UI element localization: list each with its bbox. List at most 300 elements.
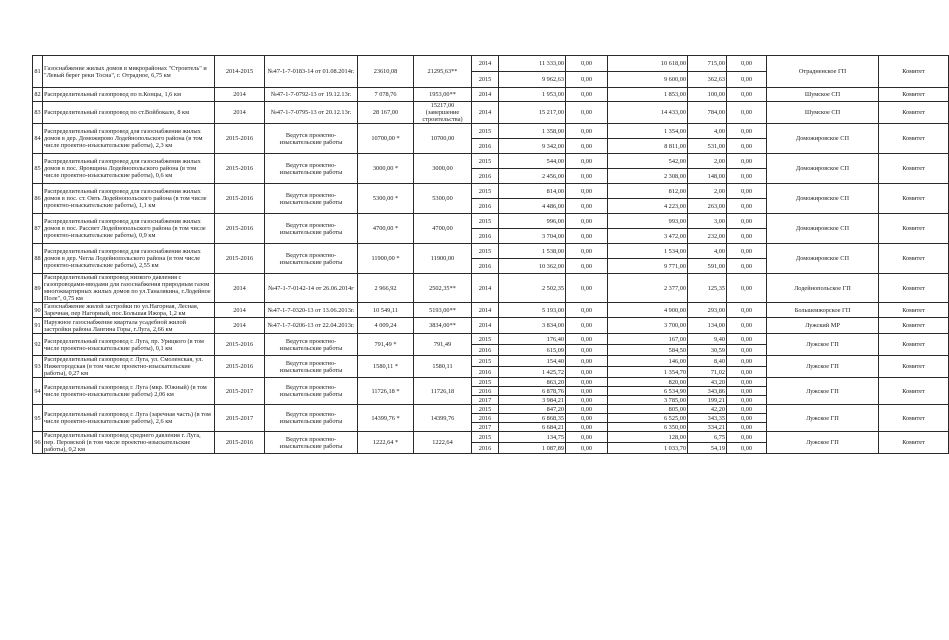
year-total-cell: 3 834,00	[499, 318, 566, 334]
year-total-cell: 15 217,00	[499, 102, 566, 124]
local-budget-cell: 343,86	[688, 387, 727, 396]
other-sources-cell: 0,00	[727, 199, 767, 214]
period-cell: 2015-2016	[215, 154, 265, 184]
object-name-cell: Газоснабжение жилых домов в микрорайонах "Строитель" и "Левый берег реки Тосна", г. Отрадное, 6,75 км	[43, 56, 215, 88]
year-total-cell: 814,00	[499, 184, 566, 199]
estimated-cost-cell: 11726,18 *	[358, 378, 414, 405]
regional-budget-cell: 993,00	[608, 214, 688, 229]
year-cell: 2015	[472, 244, 499, 259]
local-budget-cell: 43,20	[688, 378, 727, 387]
year-cell: 2016	[472, 367, 499, 378]
federal-budget-cell: 0,00	[566, 169, 608, 184]
table-row	[33, 356, 949, 367]
year-total-cell: 9 962,63	[499, 72, 566, 88]
customer-cell: Комитет	[879, 334, 949, 356]
other-sources-cell: 0,00	[727, 244, 767, 259]
customer-cell: Комитет	[879, 303, 949, 318]
period-cell: 2015-2016	[215, 244, 265, 274]
program-total-cell: 5193,00**	[414, 303, 472, 318]
regional-budget-cell: 820,00	[608, 378, 688, 387]
row-number-cell: 82	[33, 88, 43, 102]
federal-budget-cell: 0,00	[566, 387, 608, 396]
year-total-cell: 11 333,00	[499, 56, 566, 72]
expertise-doc-cell: Ведутся проектно-изыскательские работы	[265, 184, 358, 214]
local-budget-cell: 9,40	[688, 334, 727, 345]
row-number-cell: 92	[33, 334, 43, 356]
year-cell: 2016	[472, 387, 499, 396]
year-cell: 2015	[472, 405, 499, 414]
customer-cell: Комитет	[879, 102, 949, 124]
year-cell: 2016	[472, 443, 499, 454]
expertise-doc-cell: Ведутся проектно-изыскательские работы	[265, 405, 358, 432]
object-name-cell: Распределительный газопровод для газоснабжения жилых домов в пос. ст. Оять Лодейнопольского района (в том числе проектно-изыскательские работы), 1,1 км	[43, 184, 215, 214]
other-sources-cell: 0,00	[727, 423, 767, 432]
document-sheet	[32, 55, 925, 454]
row-number-cell: 86	[33, 184, 43, 214]
federal-budget-cell: 0,00	[566, 88, 608, 102]
program-total-cell: 15217,00 (завершение строительства)	[414, 102, 472, 124]
recipient-cell: Доможировское СП	[767, 184, 879, 214]
other-sources-cell: 0,00	[727, 102, 767, 124]
other-sources-cell: 0,00	[727, 124, 767, 139]
regional-budget-cell: 1 354,00	[608, 124, 688, 139]
object-name-cell: Газоснабжение жилой застройки по ул.Нагорная, Лесная, Заречная, пер Нагорный, пос.Большая Ижора, 1,2 км	[43, 303, 215, 318]
local-budget-cell: 30,59	[688, 345, 727, 356]
year-total-cell: 134,75	[499, 432, 566, 443]
year-cell: 2015	[472, 124, 499, 139]
expertise-doc-cell: Ведутся проектно-изыскательские работы	[265, 334, 358, 356]
period-cell: 2015-2016	[215, 124, 265, 154]
regional-budget-cell: 1 853,00	[608, 88, 688, 102]
expertise-doc-cell: №47-1-7-0206-13 от 22.04.2013г.	[265, 318, 358, 334]
object-name-cell: Распределительный газопровод по ст.Войбокало, 8 км	[43, 102, 215, 124]
period-cell: 2015-2017	[215, 405, 265, 432]
year-cell: 2016	[472, 169, 499, 184]
year-total-cell: 154,40	[499, 356, 566, 367]
regional-budget-cell: 167,00	[608, 334, 688, 345]
expertise-doc-cell: Ведутся проектно-изыскательские работы	[265, 214, 358, 244]
table-row	[33, 214, 949, 229]
local-budget-cell: 71,02	[688, 367, 727, 378]
recipient-cell: Доможировское СП	[767, 214, 879, 244]
year-cell: 2015	[472, 378, 499, 387]
object-name-cell: Распределительный газопровод для газоснабжения жилых домов в дер. Чегла Лодейнопольского района (в том числе проектно-изыскательские работы), 2,55 км	[43, 244, 215, 274]
year-cell: 2014	[472, 318, 499, 334]
federal-budget-cell: 0,00	[566, 229, 608, 244]
row-number-cell: 89	[33, 274, 43, 303]
regional-budget-cell: 9 771,00	[608, 259, 688, 274]
object-name-cell: Распределительный газопровод г. Луга, пр. Урицкого (в том числе проектно-изыскательские работы), 0,1 км	[43, 334, 215, 356]
regional-budget-cell: 6 525,00	[608, 414, 688, 423]
estimated-cost-cell: 10700,00 *	[358, 124, 414, 154]
period-cell: 2014	[215, 88, 265, 102]
federal-budget-cell: 0,00	[566, 244, 608, 259]
customer-cell: Комитет	[879, 124, 949, 154]
object-name-cell: Распределительный газопровод по п.Концы, 1,6 км	[43, 88, 215, 102]
federal-budget-cell: 0,00	[566, 303, 608, 318]
period-cell: 2014-2015	[215, 56, 265, 88]
year-cell: 2015	[472, 184, 499, 199]
regional-budget-cell: 146,00	[608, 356, 688, 367]
regional-budget-cell: 1 354,70	[608, 367, 688, 378]
table-row	[33, 56, 949, 72]
table-row	[33, 334, 949, 345]
regional-budget-cell: 812,00	[608, 184, 688, 199]
local-budget-cell: 8,40	[688, 356, 727, 367]
estimated-cost-cell: 28 167,00	[358, 102, 414, 124]
year-total-cell: 863,20	[499, 378, 566, 387]
year-cell: 2016	[472, 139, 499, 154]
federal-budget-cell: 0,00	[566, 124, 608, 139]
estimated-cost-cell: 10 549,11	[358, 303, 414, 318]
other-sources-cell: 0,00	[727, 405, 767, 414]
estimated-cost-cell: 11900,00 *	[358, 244, 414, 274]
regional-budget-cell: 1 534,00	[608, 244, 688, 259]
other-sources-cell: 0,00	[727, 443, 767, 454]
federal-budget-cell: 0,00	[566, 56, 608, 72]
other-sources-cell: 0,00	[727, 432, 767, 443]
period-cell: 2015-2016	[215, 184, 265, 214]
year-total-cell: 176,40	[499, 334, 566, 345]
regional-budget-cell: 6 350,00	[608, 423, 688, 432]
estimated-cost-cell: 2 966,92	[358, 274, 414, 303]
year-cell: 2016	[472, 229, 499, 244]
local-budget-cell: 6,75	[688, 432, 727, 443]
object-name-cell: Распределительный газопровод г. Луга (заречная часть) (в том числе проектно-изыскательские работы), 2,6 км	[43, 405, 215, 432]
other-sources-cell: 0,00	[727, 139, 767, 154]
local-budget-cell: 199,21	[688, 396, 727, 405]
local-budget-cell: 2,00	[688, 154, 727, 169]
program-total-cell: 791,49	[414, 334, 472, 356]
program-total-cell: 1222,64	[414, 432, 472, 454]
other-sources-cell: 0,00	[727, 345, 767, 356]
expertise-doc-cell: Ведутся проектно-изыскательские работы	[265, 244, 358, 274]
year-total-cell: 3 704,00	[499, 229, 566, 244]
recipient-cell: Лужское ГП	[767, 405, 879, 432]
local-budget-cell: 54,19	[688, 443, 727, 454]
federal-budget-cell: 0,00	[566, 72, 608, 88]
program-total-cell: 10700,00	[414, 124, 472, 154]
other-sources-cell: 0,00	[727, 229, 767, 244]
table-row	[33, 124, 949, 139]
federal-budget-cell: 0,00	[566, 367, 608, 378]
local-budget-cell: 100,00	[688, 88, 727, 102]
year-cell: 2016	[472, 199, 499, 214]
local-budget-cell: 784,00	[688, 102, 727, 124]
year-total-cell: 9 342,00	[499, 139, 566, 154]
local-budget-cell: 293,00	[688, 303, 727, 318]
other-sources-cell: 0,00	[727, 396, 767, 405]
customer-cell: Комитет	[879, 56, 949, 88]
period-cell: 2014	[215, 318, 265, 334]
row-number-cell: 93	[33, 356, 43, 378]
year-cell: 2015	[472, 356, 499, 367]
regional-budget-cell: 1 033,70	[608, 443, 688, 454]
recipient-cell: Лодейнопольское ГП	[767, 274, 879, 303]
estimated-cost-cell: 4700,00 *	[358, 214, 414, 244]
period-cell: 2015-2017	[215, 378, 265, 405]
customer-cell: Комитет	[879, 184, 949, 214]
regional-budget-cell: 2 377,00	[608, 274, 688, 303]
table-row	[33, 154, 949, 169]
other-sources-cell: 0,00	[727, 184, 767, 199]
expertise-doc-cell: Ведутся проектно-изыскательские работы	[265, 154, 358, 184]
program-total-cell: 1953,00**	[414, 88, 472, 102]
year-total-cell: 6 684,21	[499, 423, 566, 432]
year-cell: 2014	[472, 88, 499, 102]
federal-budget-cell: 0,00	[566, 405, 608, 414]
regional-budget-cell: 4 223,00	[608, 199, 688, 214]
table-row	[33, 274, 949, 303]
other-sources-cell: 0,00	[727, 72, 767, 88]
row-number-cell: 81	[33, 56, 43, 88]
period-cell: 2015-2016	[215, 356, 265, 378]
year-total-cell: 5 193,00	[499, 303, 566, 318]
table-row	[33, 378, 949, 387]
year-cell: 2015	[472, 154, 499, 169]
period-cell: 2015-2016	[215, 432, 265, 454]
federal-budget-cell: 0,00	[566, 345, 608, 356]
local-budget-cell: 4,00	[688, 244, 727, 259]
federal-budget-cell: 0,00	[566, 318, 608, 334]
row-number-cell: 90	[33, 303, 43, 318]
gas-program-table	[32, 55, 949, 454]
object-name-cell: Распределительный газопровод низкого давления с газопроводами-вводами для газоснабжения природным газом многоквартирных жилых домов по ул.Таналякина, г.Лодейное Поле", 0,75 км	[43, 274, 215, 303]
estimated-cost-cell: 4 009,24	[358, 318, 414, 334]
program-total-cell: 11900,00	[414, 244, 472, 274]
other-sources-cell: 0,00	[727, 318, 767, 334]
table-row	[33, 244, 949, 259]
regional-budget-cell: 4 900,00	[608, 303, 688, 318]
other-sources-cell: 0,00	[727, 414, 767, 423]
row-number-cell: 85	[33, 154, 43, 184]
period-cell: 2015-2016	[215, 214, 265, 244]
regional-budget-cell: 584,50	[608, 345, 688, 356]
program-total-cell: 5300,00	[414, 184, 472, 214]
object-name-cell: Распределительный газопровод среднего давления г. Луга, пер. Перовской (в том числе проектно-изыскательские работы), 0,2 км	[43, 432, 215, 454]
other-sources-cell: 0,00	[727, 88, 767, 102]
other-sources-cell: 0,00	[727, 334, 767, 345]
year-cell: 2014	[472, 56, 499, 72]
other-sources-cell: 0,00	[727, 387, 767, 396]
object-name-cell: Распределительный газопровод г. Луга (мкр. Южный) (в том числе проектно-изыскательские работы) 2,06 км	[43, 378, 215, 405]
customer-cell: Комитет	[879, 244, 949, 274]
customer-cell: Комитет	[879, 356, 949, 378]
table-row	[33, 432, 949, 443]
year-cell: 2016	[472, 345, 499, 356]
estimated-cost-cell: 1580,11 *	[358, 356, 414, 378]
year-cell: 2015	[472, 432, 499, 443]
row-number-cell: 95	[33, 405, 43, 432]
object-name-cell: Распределительный газопровод г. Луга, ул. Смоленская, ул. Нижегородская (в том числе проектно-изыскательские работы), 0,27 км	[43, 356, 215, 378]
local-budget-cell: 4,00	[688, 124, 727, 139]
program-total-cell: 2502,35**	[414, 274, 472, 303]
local-budget-cell: 125,35	[688, 274, 727, 303]
regional-budget-cell: 10 618,00	[608, 56, 688, 72]
object-name-cell: Распределительный газопровод для газоснабжения жилых домов в пос. Яровщина Лодейнопольского района (в том числе проектно-изыскательские работы), 0,6 км	[43, 154, 215, 184]
regional-budget-cell: 542,00	[608, 154, 688, 169]
customer-cell: Комитет	[879, 154, 949, 184]
year-total-cell: 2 502,35	[499, 274, 566, 303]
estimated-cost-cell: 1222,64 *	[358, 432, 414, 454]
expertise-doc-cell: №47-1-7-0792-13 от 19.12.13г.	[265, 88, 358, 102]
local-budget-cell: 591,00	[688, 259, 727, 274]
regional-budget-cell: 128,00	[608, 432, 688, 443]
regional-budget-cell: 9 600,00	[608, 72, 688, 88]
recipient-cell: Большеижорское ГП	[767, 303, 879, 318]
year-total-cell: 1 953,00	[499, 88, 566, 102]
customer-cell: Комитет	[879, 274, 949, 303]
year-total-cell: 1 087,89	[499, 443, 566, 454]
other-sources-cell: 0,00	[727, 214, 767, 229]
row-number-cell: 84	[33, 124, 43, 154]
row-number-cell: 83	[33, 102, 43, 124]
program-total-cell: 1580,11	[414, 356, 472, 378]
local-budget-cell: 232,00	[688, 229, 727, 244]
year-cell: 2016	[472, 259, 499, 274]
recipient-cell: Отрадненское ГП	[767, 56, 879, 88]
period-cell: 2014	[215, 102, 265, 124]
program-total-cell: 3834,00**	[414, 318, 472, 334]
regional-budget-cell: 6 534,90	[608, 387, 688, 396]
regional-budget-cell: 3 700,00	[608, 318, 688, 334]
table-row	[33, 184, 949, 199]
program-total-cell: 21295,63**	[414, 56, 472, 88]
local-budget-cell: 134,00	[688, 318, 727, 334]
recipient-cell: Доможировское СП	[767, 244, 879, 274]
federal-budget-cell: 0,00	[566, 356, 608, 367]
federal-budget-cell: 0,00	[566, 184, 608, 199]
expertise-doc-cell: №47-1-7-0795-13 от 20.12.13г.	[265, 102, 358, 124]
recipient-cell: Доможировское СП	[767, 124, 879, 154]
table-row	[33, 88, 949, 102]
year-total-cell: 4 486,00	[499, 199, 566, 214]
program-total-cell: 14399,76	[414, 405, 472, 432]
year-cell: 2015	[472, 72, 499, 88]
federal-budget-cell: 0,00	[566, 139, 608, 154]
local-budget-cell: 334,21	[688, 423, 727, 432]
regional-budget-cell: 2 308,00	[608, 169, 688, 184]
table-row	[33, 303, 949, 318]
object-name-cell: Наружное газоснабжение квартала усадебной жилой застройки района Лангина Горы, г.Луга, 2,66 км	[43, 318, 215, 334]
local-budget-cell: 263,00	[688, 199, 727, 214]
period-cell: 2014	[215, 303, 265, 318]
year-total-cell: 2 456,00	[499, 169, 566, 184]
federal-budget-cell: 0,00	[566, 414, 608, 423]
row-number-cell: 88	[33, 244, 43, 274]
period-cell: 2015-2016	[215, 334, 265, 356]
federal-budget-cell: 0,00	[566, 443, 608, 454]
regional-budget-cell: 805,00	[608, 405, 688, 414]
year-cell: 2014	[472, 102, 499, 124]
federal-budget-cell: 0,00	[566, 274, 608, 303]
local-budget-cell: 715,00	[688, 56, 727, 72]
estimated-cost-cell: 7 078,76	[358, 88, 414, 102]
local-budget-cell: 42,20	[688, 405, 727, 414]
customer-cell: Комитет	[879, 405, 949, 432]
federal-budget-cell: 0,00	[566, 396, 608, 405]
expertise-doc-cell: Ведутся проектно-изыскательские работы	[265, 356, 358, 378]
year-cell: 2017	[472, 396, 499, 405]
other-sources-cell: 0,00	[727, 56, 767, 72]
local-budget-cell: 3,00	[688, 214, 727, 229]
regional-budget-cell: 8 811,00	[608, 139, 688, 154]
customer-cell: Комитет	[879, 88, 949, 102]
local-budget-cell: 362,63	[688, 72, 727, 88]
regional-budget-cell: 3 472,00	[608, 229, 688, 244]
year-total-cell: 1 425,72	[499, 367, 566, 378]
other-sources-cell: 0,00	[727, 274, 767, 303]
local-budget-cell: 148,00	[688, 169, 727, 184]
year-total-cell: 996,00	[499, 214, 566, 229]
expertise-doc-cell: Ведутся проектно-изыскательские работы	[265, 432, 358, 454]
regional-budget-cell: 3 785,00	[608, 396, 688, 405]
year-total-cell: 10 362,00	[499, 259, 566, 274]
year-total-cell: 847,20	[499, 405, 566, 414]
federal-budget-cell: 0,00	[566, 259, 608, 274]
year-cell: 2015	[472, 214, 499, 229]
other-sources-cell: 0,00	[727, 303, 767, 318]
other-sources-cell: 0,00	[727, 259, 767, 274]
year-total-cell: 3 984,21	[499, 396, 566, 405]
row-number-cell: 87	[33, 214, 43, 244]
expertise-doc-cell: Ведутся проектно-изыскательские работы	[265, 124, 358, 154]
year-total-cell: 544,00	[499, 154, 566, 169]
other-sources-cell: 0,00	[727, 154, 767, 169]
table-body	[33, 56, 949, 454]
row-number-cell: 96	[33, 432, 43, 454]
program-total-cell: 4700,00	[414, 214, 472, 244]
year-cell: 2014	[472, 303, 499, 318]
estimated-cost-cell: 791,49 *	[358, 334, 414, 356]
year-total-cell: 615,09	[499, 345, 566, 356]
federal-budget-cell: 0,00	[566, 102, 608, 124]
expertise-doc-cell: №47-1-7-0183-14 от 01.08.2014г.	[265, 56, 358, 88]
year-cell: 2015	[472, 334, 499, 345]
recipient-cell: Доможировское СП	[767, 154, 879, 184]
expertise-doc-cell: №47-1-7-0142-14 от 26.06.2014г	[265, 274, 358, 303]
year-cell: 2014	[472, 274, 499, 303]
federal-budget-cell: 0,00	[566, 154, 608, 169]
expertise-doc-cell: Ведутся проектно-изыскательские работы	[265, 378, 358, 405]
estimated-cost-cell: 14399,76 *	[358, 405, 414, 432]
other-sources-cell: 0,00	[727, 169, 767, 184]
table-row	[33, 102, 949, 124]
year-cell: 2016	[472, 414, 499, 423]
regional-budget-cell: 14 433,00	[608, 102, 688, 124]
recipient-cell: Лужское ГП	[767, 356, 879, 378]
federal-budget-cell: 0,00	[566, 432, 608, 443]
estimated-cost-cell: 3000,00 *	[358, 154, 414, 184]
year-total-cell: 1 358,00	[499, 124, 566, 139]
row-number-cell: 91	[33, 318, 43, 334]
recipient-cell: Шумское СП	[767, 88, 879, 102]
recipient-cell: Лужский МР	[767, 318, 879, 334]
customer-cell: Комитет	[879, 214, 949, 244]
other-sources-cell: 0,00	[727, 378, 767, 387]
object-name-cell: Распределительный газопровод для газоснабжения жилых домов в дер. Доможирово Лодейнопольского района (в том числе проектно-изыскательские работы), 2,3 км	[43, 124, 215, 154]
table-row	[33, 318, 949, 334]
federal-budget-cell: 0,00	[566, 334, 608, 345]
year-cell: 2017	[472, 423, 499, 432]
local-budget-cell: 531,00	[688, 139, 727, 154]
other-sources-cell: 0,00	[727, 367, 767, 378]
estimated-cost-cell: 5300,00 *	[358, 184, 414, 214]
period-cell: 2014	[215, 274, 265, 303]
customer-cell: Комитет	[879, 432, 949, 454]
customer-cell: Комитет	[879, 378, 949, 405]
year-total-cell: 6 868,35	[499, 414, 566, 423]
